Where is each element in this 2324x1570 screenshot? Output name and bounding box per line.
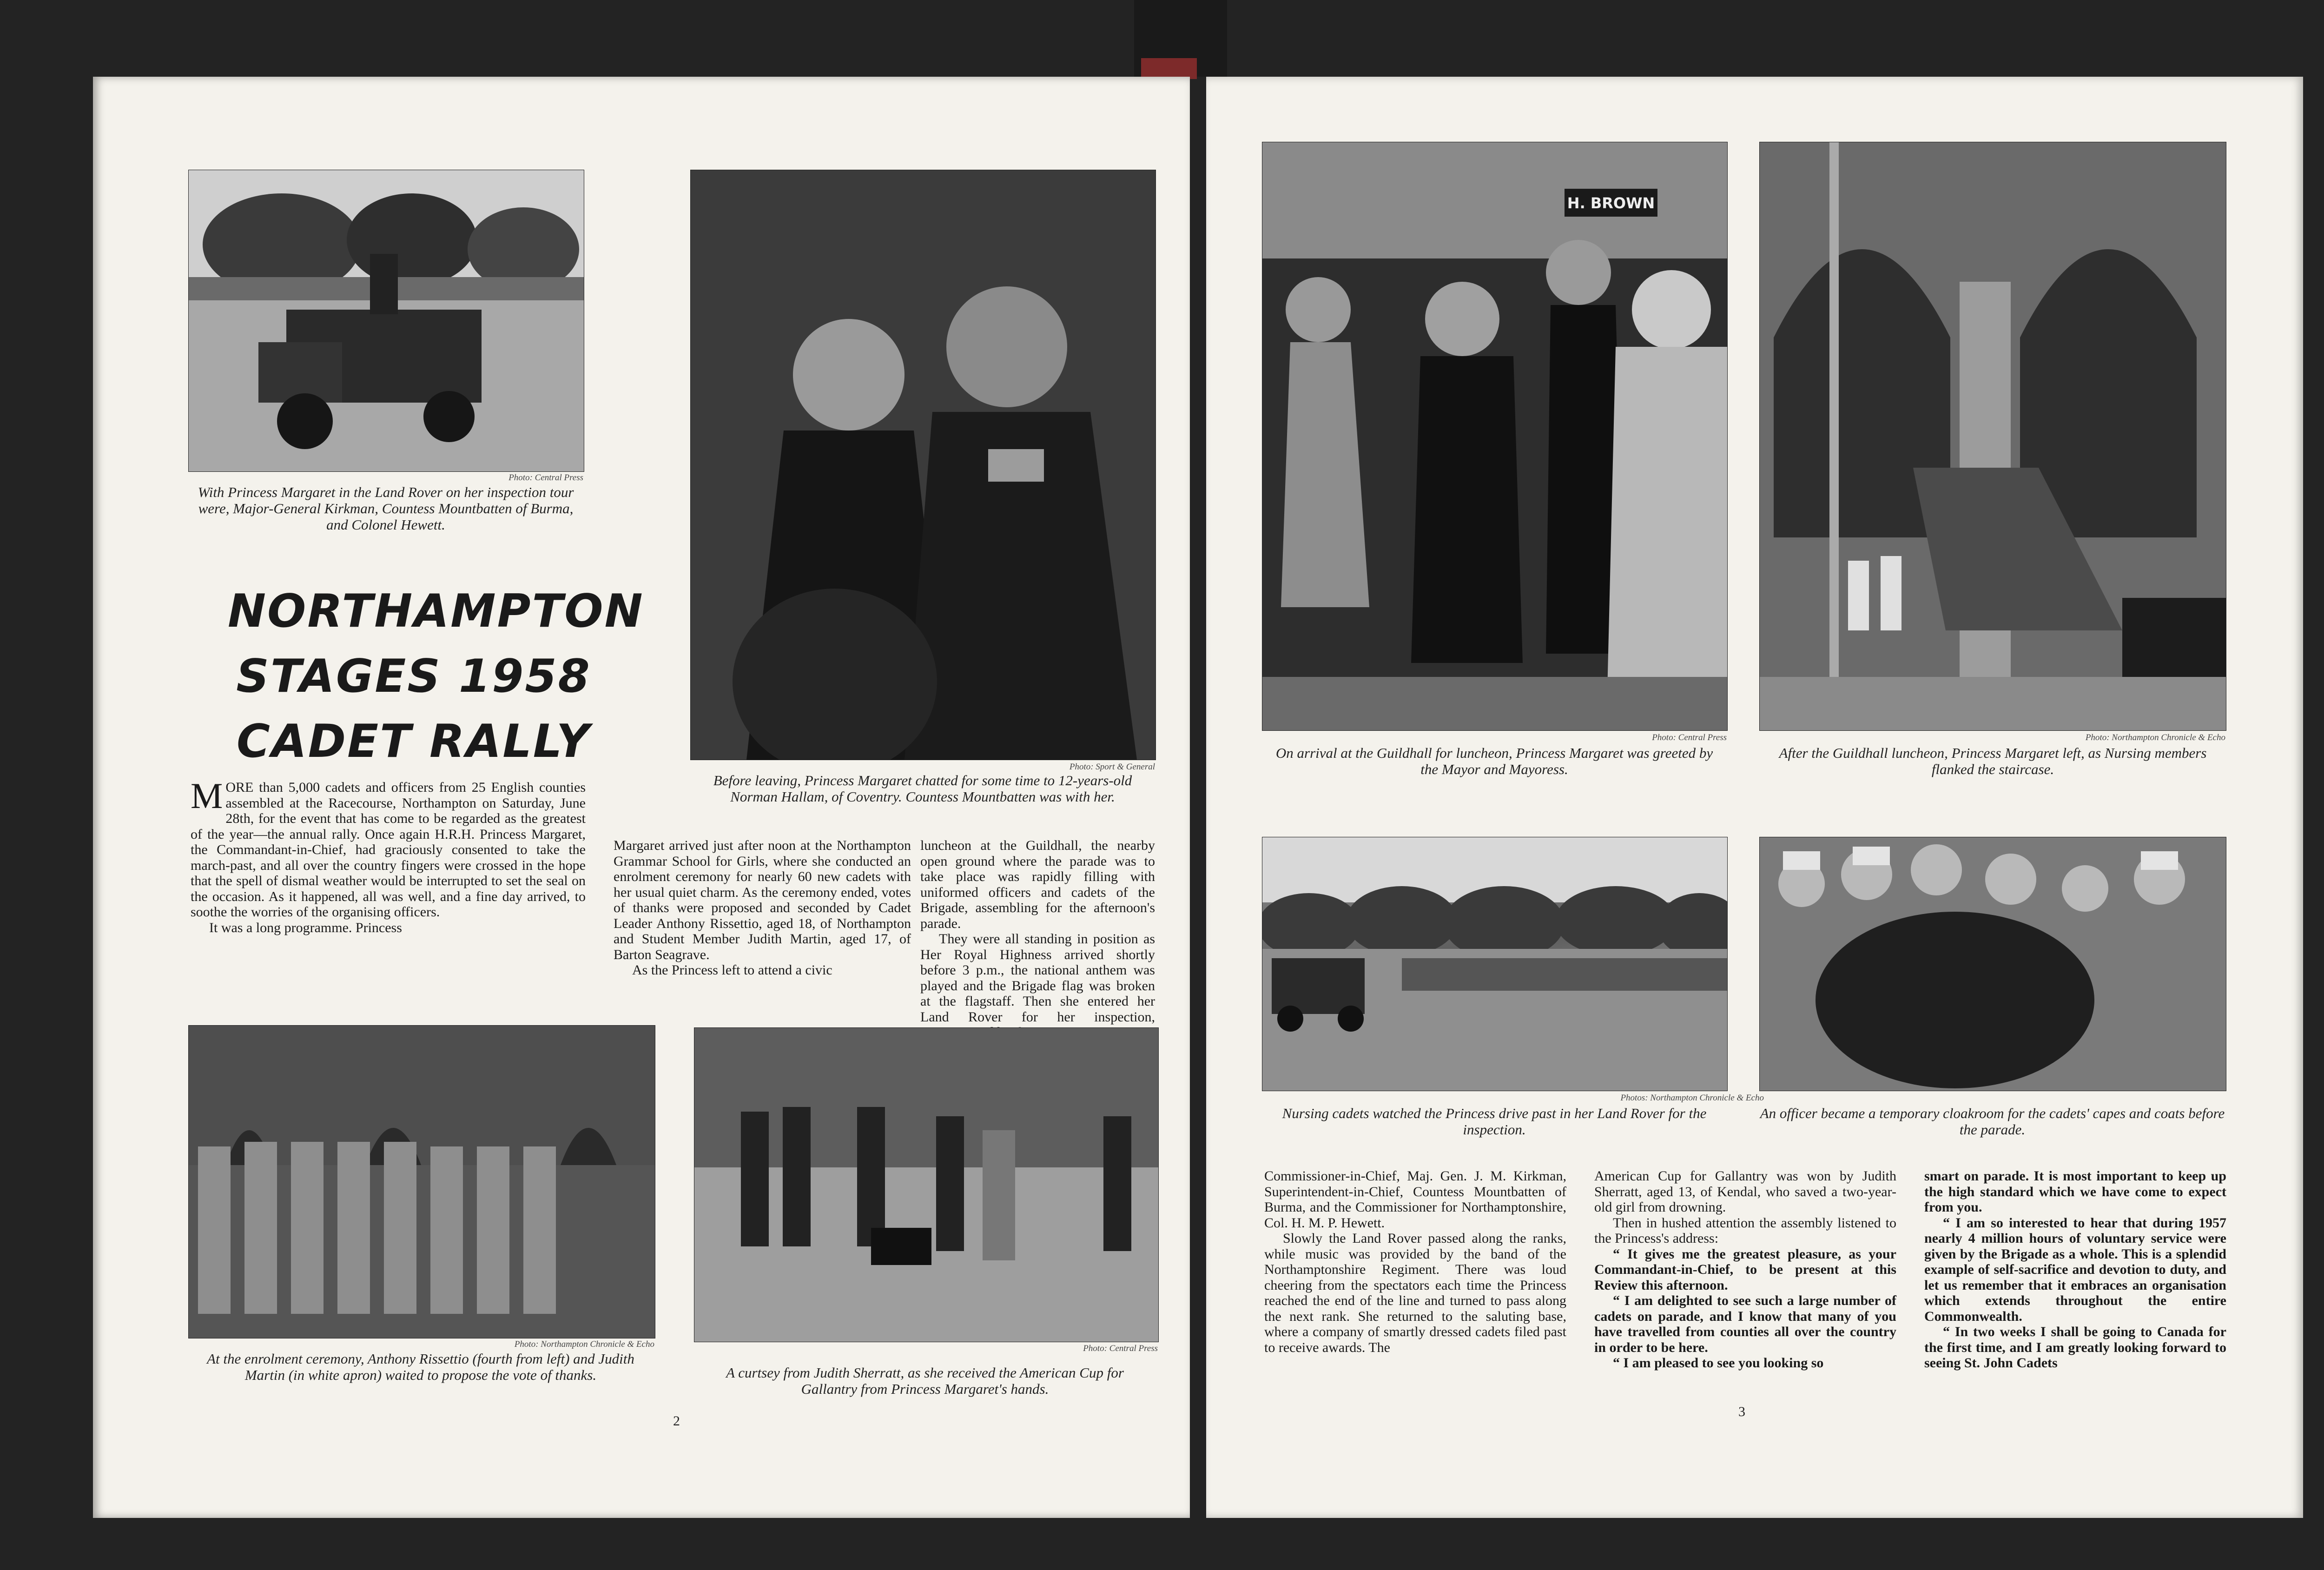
article-column-3 [920,838,1155,1040]
portrait-figures-icon [691,170,1155,760]
shared-photo-credit: Photos: Northampton Chronicle & Echo [1620,1093,1764,1103]
photo-caption: Before leaving, Princess Margaret chatted for some time to 12-years-old Norman Hallam, of Coventry. Countess Mountbatten was with her. [713,772,1132,805]
photo-credit: Photo: Sport & General [1069,762,1155,772]
article-paragraph: It was a long programme. Princess [209,920,402,935]
photo-princess-chat [690,170,1156,760]
photo-enrolment-ceremony [188,1025,655,1338]
parade-ground-icon [1262,837,1727,1091]
article-paragraph: Then in hushed attention the assembly listened to the Princess's address: [1594,1215,1896,1246]
photo-land-rover-drive-past [1262,837,1728,1091]
photo-credit: Photo: Central Press [1083,1344,1158,1353]
photo-credit: Photo: Central Press [1652,733,1727,742]
page-number: 3 [1738,1404,1745,1419]
land-rover-icon [189,170,584,471]
article-paragraph: Slowly the Land Rover passed along the ranks, while music was provided by the band of the Northamptonshire Regiment. There was loud cheering from the spectators each time the Princess reached the end of the line and turned to pass along the next rank. She returned to the saluting base, where a company of smartly dressed cadets filed past to receive awards. The [1264,1231,1566,1355]
article-column-2 [614,838,911,978]
article-column-1 [1264,1168,1566,1355]
headline-line-1: NORTHAMPTON [228,585,644,638]
spine-shadow [1134,0,1227,77]
speech-paragraph: “ I am pleased to see you looking so [1613,1355,1824,1371]
photo-caption: An officer became a temporary cloakroom for the cadets' capes and coats before the parade. [1760,1105,2225,1138]
photo-caption: On arrival at the Guildhall for luncheon, Princess Margaret was greeted by the Mayor and Mayoress. [1275,745,1713,777]
photo-caption: At the enrolment ceremony, Anthony Rissettio (fourth from left) and Judith Martin (in white apron) waited to propose the vote of thanks. [207,1351,634,1383]
left-page [93,77,1190,1518]
page-number: 2 [673,1413,680,1429]
cadets-row-icon [189,1026,655,1338]
photo-curtsey [694,1027,1159,1342]
photo-caption: A curtsey from Judith Sherratt, as she received the American Cup for Gallantry from Princess Margaret's hands. [726,1365,1124,1397]
article-paragraph: American Cup for Gallantry was won by Judith Sherratt, aged 13, of Kendal, who saved a two-year-old girl from drowning. [1594,1168,1896,1215]
speech-paragraph: smart on parade. It is most important to keep up the high standard which we have come to expect from you. [1924,1168,2226,1215]
photo-cloakroom-officer [1759,837,2226,1091]
article-paragraph: Commissioner-in-Chief, Maj. Gen. J. M. Kirkman, Superintendent-in-Chief, Countess Mountbatten of Burma, and the Commissioner for Northamptonshire, Col. H. M. P. Hewett. [1264,1168,1566,1231]
photo-credit: Photo: Northampton Chronicle & Echo [514,1339,654,1349]
photo-caption: After the Guildhall luncheon, Princess Margaret left, as Nursing members flanked the staircase. [1779,745,2207,777]
photo-credit: Photo: Central Press [508,473,583,483]
article-paragraph: Margaret arrived just after noon at the Northampton Grammar School for Girls, where she conducted an enrolment ceremony for nearly 60 new cadets with her usual quiet charm. As the ceremony ended, votes of thanks were proposed and seconded by Cadet Leader Anthony Rissettio, aged 18, of Northampton and Student Member Judith Martin, aged 17, of Barton Seagrave. [614,838,911,962]
photo-caption: With Princess Margaret in the Land Rover on her inspection tour were, Major-General Kirkman, Countess Mountbatten of Burma, and Colonel Hewett. [198,484,574,533]
article-paragraph: They were all standing in position as Her Royal Highness arrived shortly before 3 p.m., the national anthem was played and the Brigade flag was broken at the flagstaff. Then she entered her Land Rover for her inspection, [920,931,1155,1025]
guildhall-arches-icon [1760,142,2226,730]
photo-credit: Photo: Northampton Chronicle & Echo [2085,733,2225,742]
right-page [1206,77,2303,1518]
ceremony-figures-icon [694,1028,1158,1342]
guildhall-arrival-icon [1262,142,1727,730]
article-column-1 [191,775,586,935]
headline-line-2: STAGES 1958 [236,650,591,703]
speech-paragraph: “ It gives me the greatest pleasure, as your Commandant-in-Chief, to be present at this Review this afternoon. [1594,1246,1896,1293]
photo-guildhall-staircase [1759,142,2226,731]
headline [228,579,644,774]
speech-paragraph: “ I am delighted to see such a large number of cadets on parade, and I know that many of you have travelled from counties all over the country in order to be here. [1594,1293,1896,1355]
speech-paragraph: “ In two weeks I shall be going to Canada for the first time, and I am greatly looking forward to seeing St. John Cadets [1924,1324,2226,1371]
article-column-3 [1924,1168,2226,1371]
binding-tab [1141,58,1197,79]
photo-guildhall-arrival [1262,142,1728,731]
article-column-2 [1594,1168,1896,1371]
shop-sign: H. BROWN [1567,194,1655,212]
cadets-crowd-icon [1760,837,2226,1091]
photo-caption: Nursing cadets watched the Princess drive past in her Land Rover for the inspection. [1282,1105,1707,1138]
article-paragraph: ORE than 5,000 cadets and officers from 25 English counties assembled at the Racecourse, Northampton on Saturday, June 28th, for the event that has come to be regarded as the greatest of the year—the annual rally. Once again H.R.H. Princess Margaret, the Commandant-in-Chief, had graciously consented to take the march-past, and all over the country fingers were crossed in the hope that the spell of dismal weather would be interrupted to set the seal on the occasion. As it happened, all was well, and a fine day arrived, to soothe the worries of the organising officers. [191,780,586,920]
speech-paragraph: “ I am so interested to hear that during 1957 nearly 4 million hours of voluntary service were given by the Brigade as a whole. This is a splendid example of self-sacrifice and devotion to duty, and let us remember that it embraces an organisation which extends throughout the entire Commonwealth. [1924,1215,2226,1324]
article-paragraph: As the Princess left to attend a civic [632,962,832,978]
headline-line-3: CADET RALLY [237,715,591,768]
dropcap: M [191,775,223,816]
article-paragraph: luncheon at the Guildhall, the nearby open ground where the parade was to take place was rapidly filling with uniformed officers and cadets of the Brigade, assembling for the afternoon's parade. [920,838,1155,931]
photo-land-rover-inspection [188,170,584,472]
